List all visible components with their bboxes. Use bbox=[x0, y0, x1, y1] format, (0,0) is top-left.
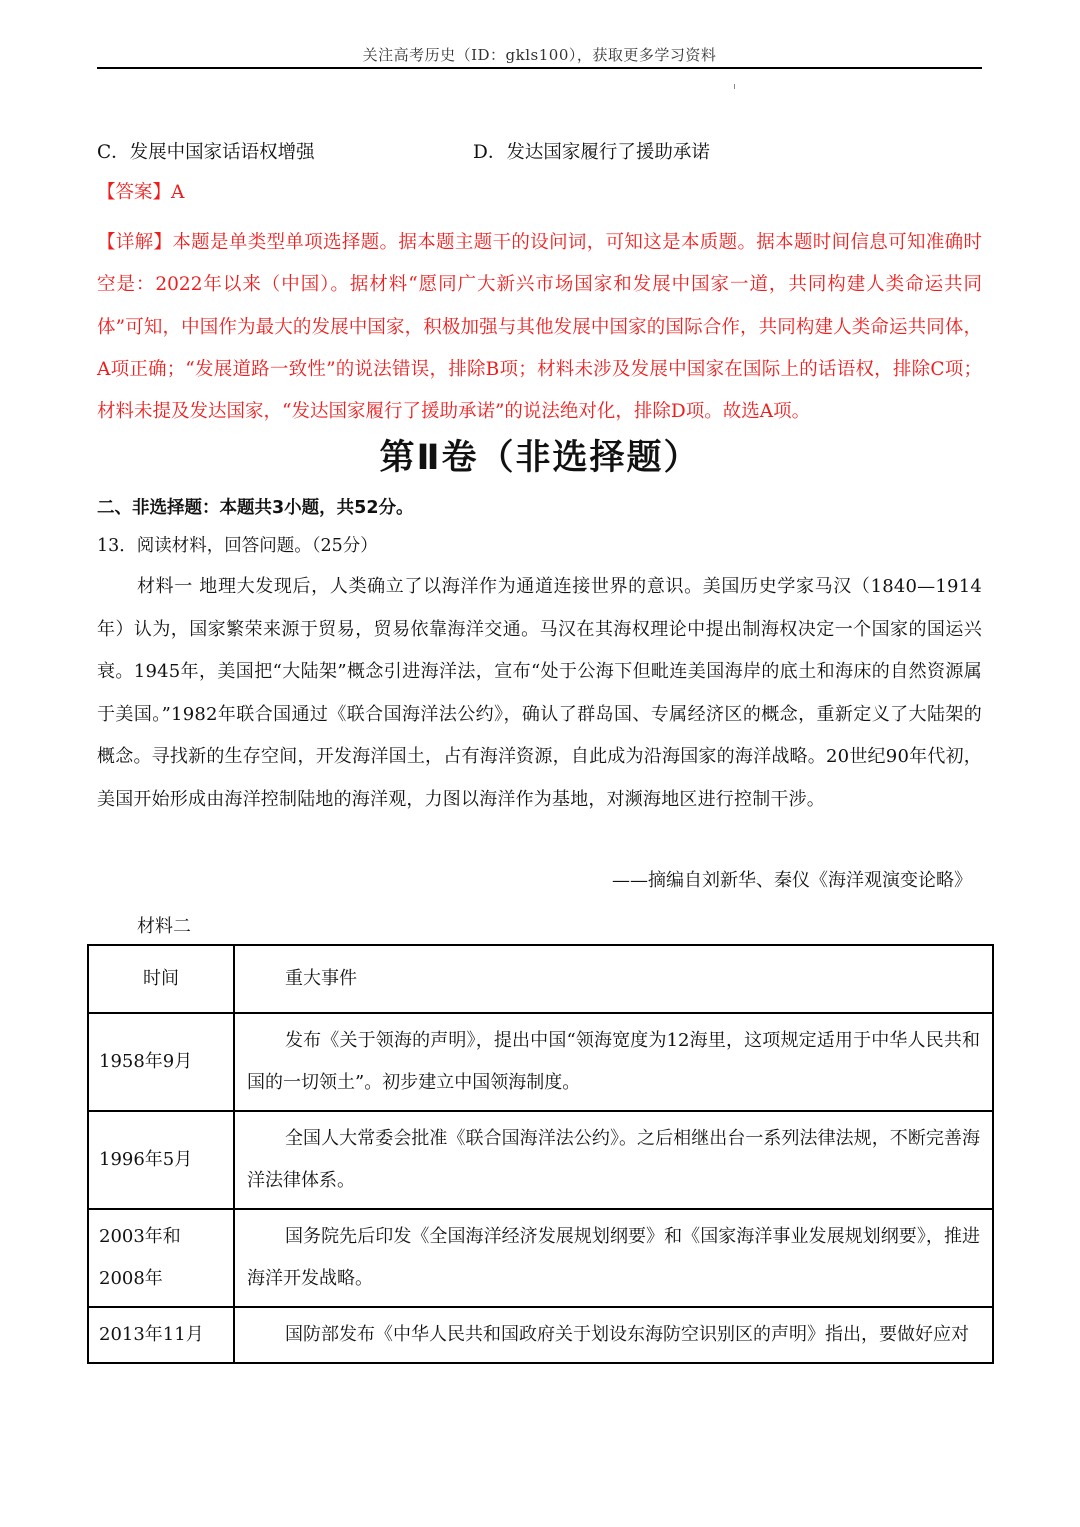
row-event-text: 国务院先后印发《全国海洋经济发展规划纲要》和《国家海洋事业发展规划纲要》，推进海洋开发战略。 bbox=[247, 1226, 980, 1289]
material-two-label: 材料二 bbox=[137, 916, 191, 937]
material-one-paragraph: 材料一 地理大发现后，人类确立了以海洋作为通道连接世界的意识。美国历史学家马汉（1840—1914年）认为，国家繁荣来源于贸易，贸易依靠海洋交通。马汉在其海权理论中提出制海权决定一个国家的国运兴衰。1945年，美国把“大陆架”概念引进海洋法，宣布“处于公海下但毗连美国海岸的底土和海床的自然资源属于美国。”1982年联合国通过《联合国海洋法公约》，确认了群岛国、专属经济区的概念，重新定义了大陆架的概念。寻找新的生存空间，开发海洋国土，占有海洋资源，自此成为沿海国家的海洋战略。20世纪90年代初，美国开始形成由海洋控制陆地的海洋观，力图以海洋作为基地，对濒海地区进行控制干涉。 bbox=[97, 576, 982, 810]
section-subtitle: 二、非选择题：本题共3小题，共52分。 bbox=[97, 498, 414, 518]
header-time: 时间 bbox=[88, 945, 234, 1013]
page-header: 关注高考历史（ID：gkls100），获取更多学习资料 bbox=[362, 46, 717, 64]
header-event: 重大事件 bbox=[234, 945, 993, 1013]
table-row bbox=[88, 1111, 993, 1209]
row-event bbox=[234, 1013, 993, 1111]
option-d: D．发达国家履行了援助承诺 bbox=[473, 142, 710, 163]
row-event-text: 发布《关于领海的声明》，提出中国“领海宽度为12海里，这项规定适用于中华人民共和国的一切领土”。初步建立中国领海制度。 bbox=[247, 1030, 980, 1093]
row-event-text: 全国人大常委会批准《联合国海洋法公约》。之后相继出台一系列法律法规，不断完善海洋法律体系。 bbox=[247, 1128, 980, 1191]
section-title: 第Ⅱ卷（非选择题） bbox=[379, 438, 701, 478]
table-row bbox=[88, 1013, 993, 1111]
option-c: C．发展中国家话语权增强 bbox=[97, 142, 315, 163]
table-row bbox=[88, 1307, 993, 1363]
table-row bbox=[88, 1209, 993, 1307]
question-stem: 13．阅读材料，回答问题。（25分） bbox=[97, 536, 378, 556]
row-time: 1958年9月 bbox=[88, 1013, 234, 1111]
table-header-row bbox=[88, 945, 993, 1013]
row-time: 2003年和2008年 bbox=[88, 1209, 234, 1307]
row-event bbox=[234, 1307, 993, 1363]
row-time: 1996年5月 bbox=[88, 1111, 234, 1209]
scan-mark bbox=[734, 84, 735, 89]
material-one-source: ——摘编自刘新华、秦仪《海洋观演变论略》 bbox=[612, 870, 972, 891]
row-event bbox=[234, 1111, 993, 1209]
header-divider bbox=[97, 67, 982, 69]
row-time: 2013年11月 bbox=[88, 1307, 234, 1363]
row-event-text: 国防部发布《中华人民共和国政府关于划设东海防空识别区的声明》指出，要做好应对 bbox=[285, 1324, 969, 1345]
explanation-paragraph: 【详解】本题是单类型单项选择题。据本题主题干的设问词，可知这是本质题。据本题时间信息可知准确时空是：2022年以来（中国）。据材料“愿同广大新兴市场国家和发展中国家一道，共同构建人类命运共同体”可知，中国作为最大的发展中国家，积极加强与其他发展中国家的国际合作，共同构建人类命运共同体，A项正确；“发展道路一致性”的说法错误，排除B项；材料未涉及发展中国家在国际上的话语权，排除C项；材料未提及发达国家，“发达国家履行了援助承诺”的说法绝对化，排除D项。故选A项。 bbox=[97, 232, 982, 423]
row-event bbox=[234, 1209, 993, 1307]
events-table bbox=[87, 944, 994, 1364]
answer-label: 【答案】A bbox=[97, 182, 185, 203]
